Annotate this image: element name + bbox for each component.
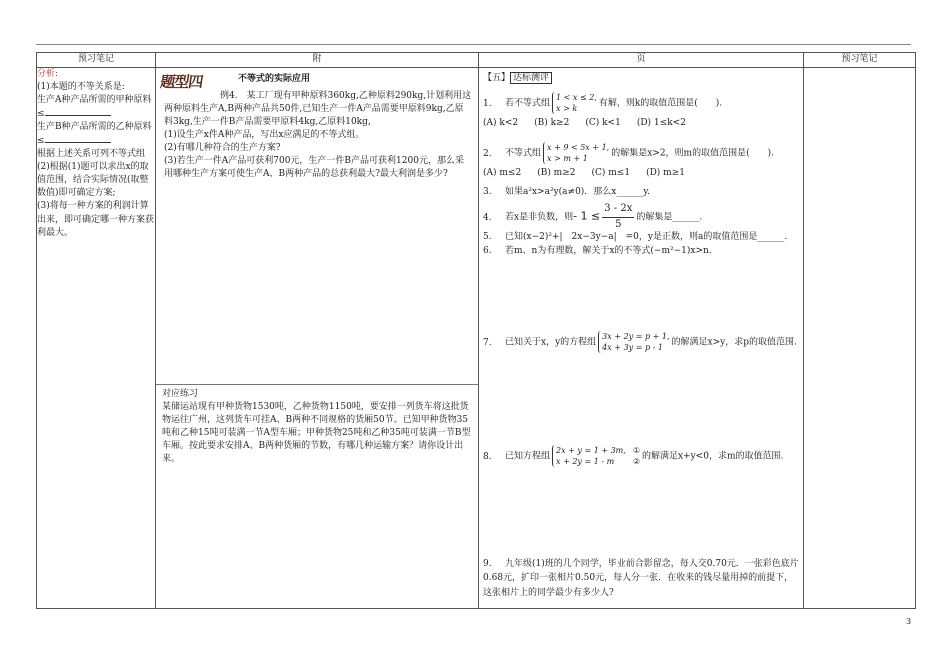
q1-number: 1. [483,98,492,109]
question-5 [483,231,799,244]
q2-option-d: (D) m≥1 [646,168,685,178]
q6-text: 若m、n为有理数，解关于x的不等式(−m²−1)x>n. [505,246,712,256]
example-q2: (2)有哪几种符合的生产方案? [164,143,281,154]
notes-title: 分析: [37,69,59,79]
q8-eq2: x + 2y = 1 - m [556,457,615,466]
header-mid2-label: 页 [636,54,646,65]
q8-marks [630,445,640,467]
q7-post: 的解满足x>y，求p的取值范围. [671,337,797,348]
header-row [37,53,916,68]
q4-denominator: 5 [615,218,622,230]
q2-pre: 不等式组 [505,148,542,159]
q1-option-b: (B) k≥2 [534,118,570,128]
example-wrap [156,68,478,608]
q1-eq1: 1 < x ≤ 2, [556,93,597,102]
top-rule [36,44,911,45]
notes-p1: (1)本题的不等关系是: [37,82,125,93]
q1-eq2: x > k [556,104,578,113]
q2-option-c: (C) m≤1 [591,168,631,178]
question-1 [483,92,799,130]
q1-options [483,117,799,130]
notes-p2-text: 生产A种产品所需的甲种原料≤ [37,95,152,120]
question-2 [483,142,799,180]
q8-post: 的解满足x+y<0，求m的取值范围. [641,451,784,462]
test-wrap [479,68,803,608]
q1-post: 有解，则k的取值范围是( ). [598,98,723,109]
notes-p6: (3)将每一种方案的利润计算出来，即可确定哪一种方案获利最大。 [37,201,155,238]
notes-p4: 根据上述关系可列不等式组 [37,149,146,160]
q8-mark-1: ① [632,446,640,455]
q4-number: 4. [483,212,492,223]
header-mid-label: 附 [312,54,322,65]
q6-number: 6. [483,246,492,256]
preview-notes-left [37,68,156,609]
header-left: 预习笔记 [37,53,156,68]
q4-fraction [602,202,634,232]
q1-pre: 若不等式组 [505,98,551,109]
q2-option-b: (B) m≥2 [537,168,576,178]
q1-option-c: (C) k<1 [585,118,621,128]
question-9 [483,557,799,600]
q2-options [483,167,799,180]
q2-eq1: x + 9 < 5x + 1, [547,143,610,152]
q1-option-a: (A) k<2 [483,118,519,128]
test-column [479,68,804,609]
practice-section [156,384,478,466]
q5-number: 5. [483,232,492,242]
example-q3: (3)若生产一件A产品可获利700元，生产一件B产品可获利1200元，那么采用哪种生产方案可使生产A、B两种产品的总获利最大?最大利润是多少? [164,156,464,180]
blank-line [45,107,111,116]
example-title: 不等式的实际应用 [238,74,311,84]
blank-line [45,134,111,143]
q4-post: 的解集是______. [636,212,703,223]
q2-option-a: (A) m≤2 [483,168,522,178]
q1-system [552,92,597,114]
practice-title: 对应练习 [162,389,199,399]
question-4 [483,202,799,232]
preview-notes-right [804,68,916,609]
q8-eq1: 2x + y = 1 + 3m, [556,446,626,455]
practice-body: 某储运站现有甲种货物1530吨，乙种货物1150吨，要安排一列货车将这批货物运往广州，这列货车可挂A、B两种不同规格的货厢50节。已知甲种货物35吨和乙种15吨可装满一节A型车厢；甲种货物25吨和乙种35吨可装满一节B型车厢。按此要求安排A、B两种货厢的节数，有哪几种运输方案？请你设计出来。 [162,402,471,465]
q7-eq2: 4x + 3y = p - 1 [602,343,663,352]
worksheet-table [36,52,916,609]
q2-eq2: x > m + 1 [547,154,588,163]
q1-option-d: (D) 1≤k<2 [636,118,686,128]
logo-text: 题型四 [159,73,204,91]
example-body [164,90,472,181]
q4-lhs: - 1 ≤ [573,209,601,223]
notes-p5: (2)根据(1)题可以求出x的取值范围，结合实际情况(取整数值)即可确定方案; [37,162,149,199]
example-column [156,68,479,609]
q8-mark-2: ② [632,457,640,466]
q8-system [552,445,626,467]
header-mid2 [479,53,804,68]
q2-post: 的解集是x>2，则m的取值范围是( ). [611,148,774,159]
q9-text: 九年级(1)班的几个同学，毕业前合影留念，每人交0.70元．一张彩色底片0.68元，扩印一张相片0.50元，每人分一张．在收来的钱尽量用掉的前提下，这张相片上的同学最少有多少人? [483,559,799,598]
q7-system [598,331,669,353]
q5-text: 已知(x−2)²+| 2x−3y−a| =0，y是正数，则a的取值范围是______. [505,232,788,242]
notes-p2 [37,94,155,121]
q7-number: 7. [483,337,492,348]
header-mid [156,53,479,68]
q7-pre: 已知关于x，y的方程组 [505,337,597,348]
q8-pre: 已知方程组 [505,451,551,462]
notes-p3-text: 生产B种产品所需的乙种原料≤ [37,122,152,147]
q3-text: 如果a²x>a²y(a≠0)．那么x______y. [505,187,651,197]
question-6 [483,245,799,258]
example-text: 例4. 某工厂现有甲种原料360kg,乙种原料290kg,计划利用这两种原料生产A,B两种产品共50件,已知生产一件A产品需要甲原料9kg,乙原料3kg,生产一件B产品需要甲原料4kg,乙原料10kg, [164,91,472,128]
q2-number: 2. [483,148,492,159]
section-heading [483,72,552,85]
q8-number: 8. [483,451,492,462]
question-8 [483,445,799,467]
notes-p3 [37,121,155,148]
section-prefix: 【五】 [483,73,511,83]
header-right: 预习笔记 [804,53,916,68]
q3-number: 3. [483,187,492,197]
q7-eq1: 3x + 2y = p + 1, [602,332,670,341]
question-7 [483,331,799,353]
example-q1: (1)设生产x件A种产品，写出x应满足的不等式组。 [164,130,365,141]
question-3 [483,186,799,199]
q4-numerator: 3 - 2x [602,202,634,218]
page-number: 3 [906,617,912,626]
q9-number: 9. [483,559,492,569]
q4-pre: 若x是非负数，则 [505,212,574,223]
section-boxed-title: 达标测评 [510,72,552,84]
q2-system [543,142,609,164]
content-row [37,68,916,609]
